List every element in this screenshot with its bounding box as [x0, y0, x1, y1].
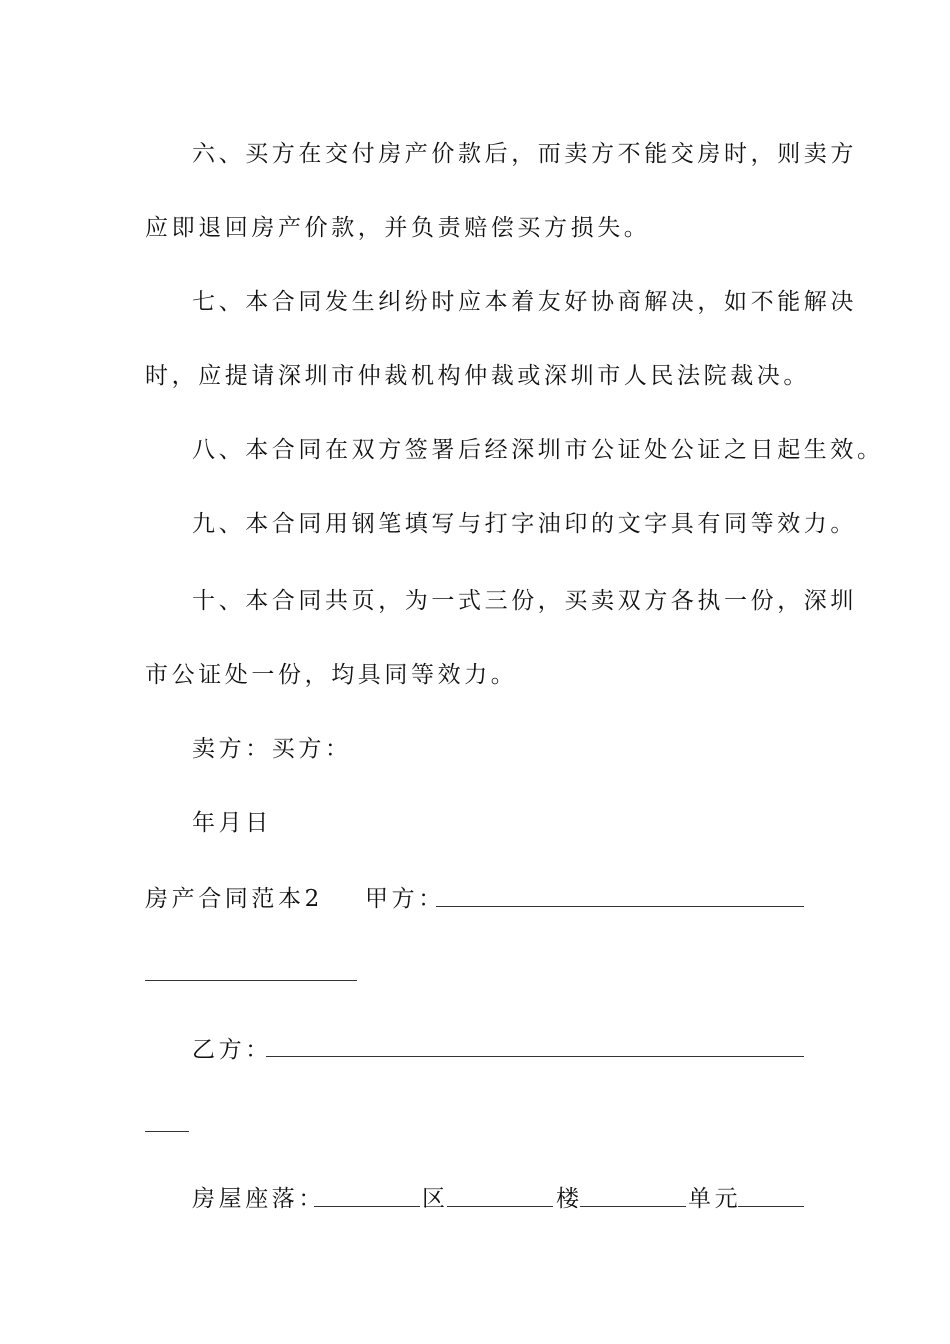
party-b-blank [266, 1056, 804, 1057]
district-label: 区 [422, 1186, 449, 1212]
location-blank-4 [738, 1206, 804, 1207]
location-blank-2 [447, 1206, 553, 1207]
unit-label: 单元 [688, 1186, 742, 1212]
clause-7-line-2: 时，应提请深圳市仲裁机构仲裁或深圳市人民法院裁决。 [145, 363, 810, 389]
party-a-blank [436, 906, 804, 907]
clause-10-line-2: 市公证处一份，均具同等效力。 [145, 662, 518, 688]
signature-parties: 卖方：买方： [192, 736, 352, 762]
party-a-label: 甲方： [365, 886, 445, 912]
signature-date: 年月日 [192, 810, 272, 836]
clause-7-line-1: 七、本合同发生纠纷时应本着友好协商解决，如不能解决 [192, 289, 857, 315]
party-a-blank-continued [145, 980, 357, 981]
clause-6-line-2: 应即退回房产价款，并负责赔偿买方损失。 [145, 215, 651, 241]
building-label: 楼 [556, 1186, 583, 1212]
clause-9: 九、本合同用钢笔填写与打字油印的文字具有同等效力。 [192, 511, 857, 537]
party-b-blank-continued [145, 1131, 189, 1132]
location-blank-1 [314, 1206, 420, 1207]
location-blank-3 [580, 1206, 686, 1207]
clause-8: 八、本合同在双方签署后经深圳市公证处公证之日起生效。 [192, 437, 884, 463]
clause-6-line-1: 六、买方在交付房产价款后，而卖方不能交房时，则卖方 [192, 141, 857, 167]
party-b-label: 乙方： [192, 1037, 272, 1063]
location-label: 房屋座落： [192, 1186, 325, 1212]
clause-10-line-1: 十、本合同共页，为一式三份，买卖双方各执一份，深圳 [192, 588, 857, 614]
contract-2-title: 房产合同范本2 [145, 886, 323, 912]
